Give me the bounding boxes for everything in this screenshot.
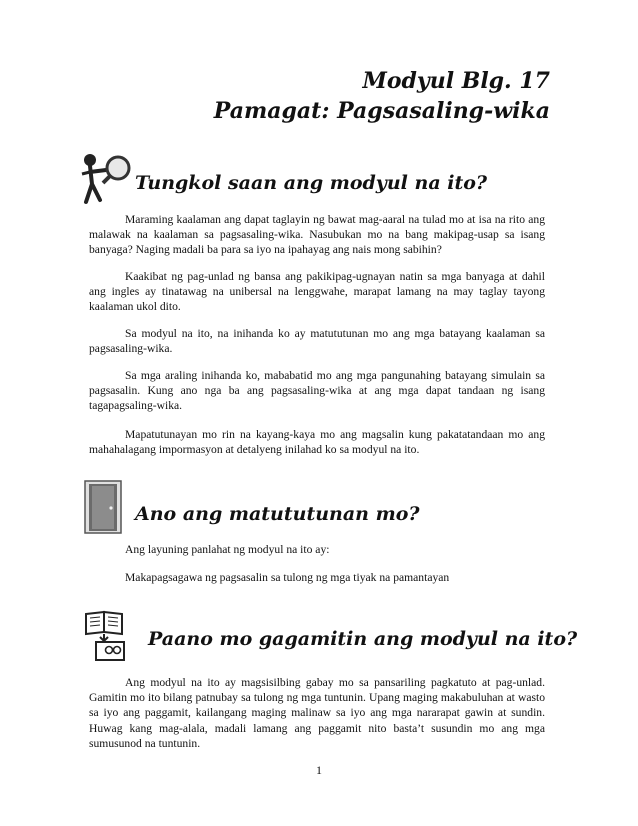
module-title: Pamagat: Pagsasaling-wika	[213, 98, 550, 124]
paragraph: Sa mga araling inihanda ko, mababatid mo ang mga pangunahing batayang simulain sa pagsasalin. Kung ano nga ba ang pagsasaling-wika at ang mga dapat tandaan ng isang tagapagsaling-wika.	[89, 369, 545, 413]
door-icon	[84, 480, 122, 534]
paragraph: Makapagsagawa ng pagsasalin sa tulong ng mga tiyak na pamantayan	[125, 571, 450, 584]
magnifier-figure-icon	[76, 150, 136, 206]
paragraph: Maraming kaalaman ang dapat taglayin ng bawat mag-aaral na tulad mo at isa na rito ang malawak na kaalaman sa pagsasaling-wika. Nasubukan mo na bang makipag-usap sa isang banyaga? Naging madali ba para sa iyo na ipahayag ang nais mong sabihin?	[89, 213, 545, 257]
section-heading-learn: Ano ang matututunan mo?	[135, 503, 420, 525]
page-number: 1	[316, 763, 322, 777]
paragraph: Sa modyul na ito, na inihanda ko ay matututunan mo ang mga batayang kaalaman sa pagsasaling-wika.	[89, 327, 545, 356]
paragraph: Mapatutunayan mo rin na kayang-kaya mo ang magsalin kung pakatatandaan mo ang mahahalagang impormasyon at detalyeng inilahad ko sa modyul na ito.	[89, 428, 545, 457]
book-reader-icon	[82, 610, 130, 662]
paragraph: Ang layuning panlahat ng modyul na ito ay:	[125, 543, 330, 556]
paragraph: Ang modyul na ito ay magsisilbing gabay mo sa pansariling pagkatuto at pag-unlad. Gamitin mo ito bilang patnubay sa tulong ng mga tuntunin. Upang maging makabuluhan at wasto sa iyo ang paggamit, kailangang maging malinaw sa iyo ang mga nararapat gawin at sundin. Huwag kang mag-alala, madali lamang ang paggamit nito basta’t susundin mo ang mga sumusunod na tuntunin.	[89, 676, 545, 750]
module-header	[214, 66, 550, 126]
module-number: Modyul Blg. 17	[362, 68, 550, 94]
section-heading-howto: Paano mo gagamitin ang modyul na ito?	[148, 628, 578, 650]
paragraph: Kaakibat ng pag-unlad ng bansa ang pakikipag-ugnayan natin sa mga banyaga at dahil ang ingles ay tinatawag na unibersal na lenggwahe, marapat lamang na may taglay tayong kaalaman ukol dito.	[89, 270, 545, 314]
section-heading-about: Tungkol saan ang modyul na ito?	[135, 172, 488, 194]
